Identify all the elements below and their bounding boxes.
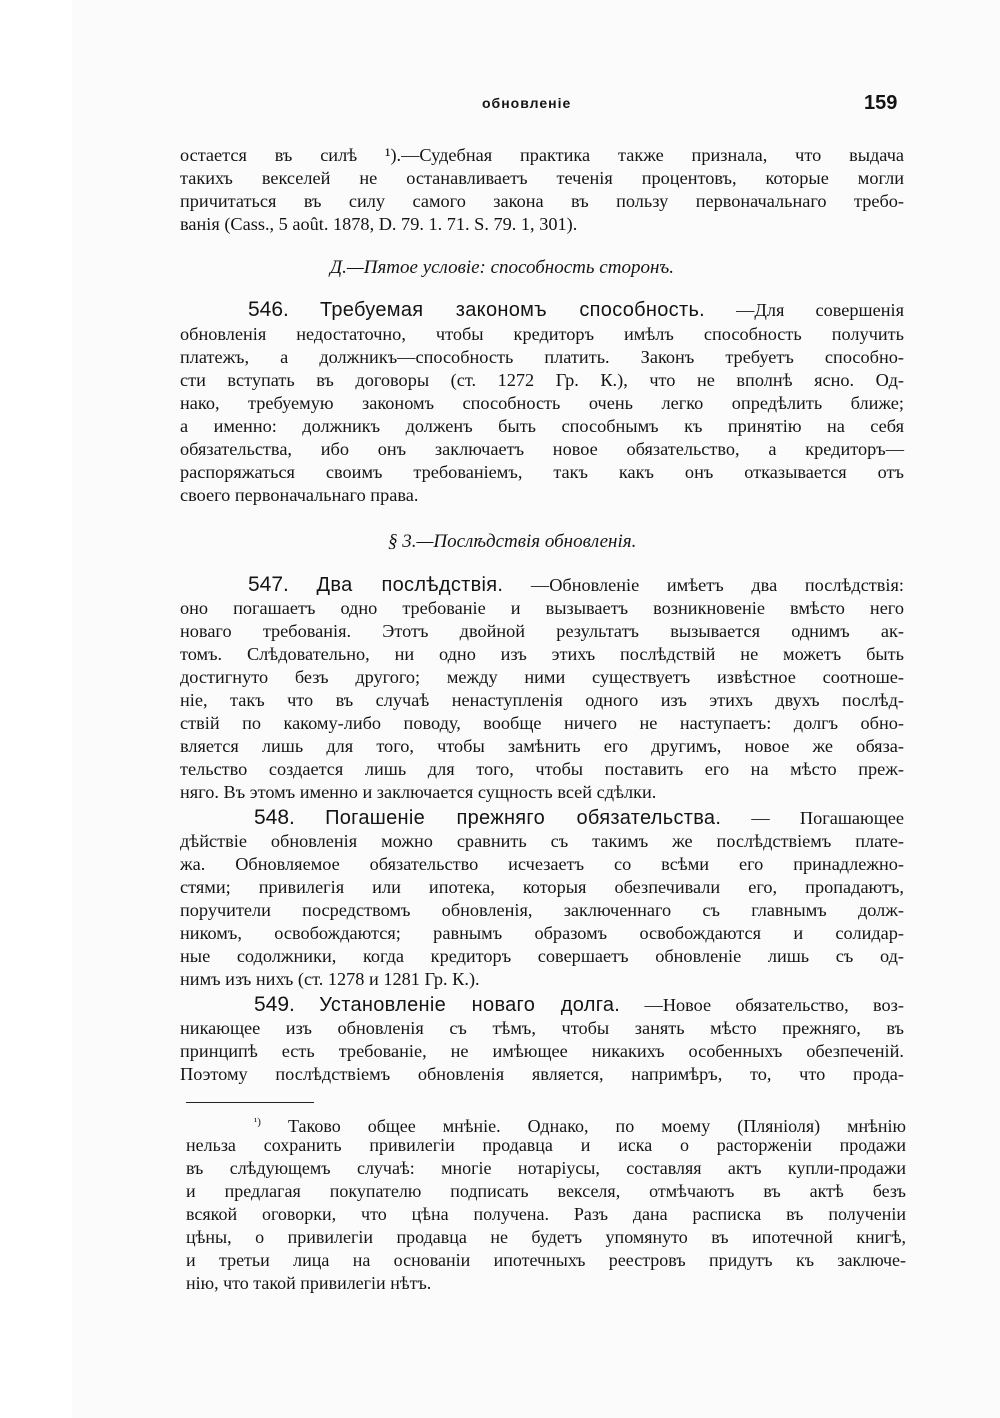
text-line: —Обновленіе имѣетъ два послѣдствія: — [530, 575, 904, 595]
text-line: нимъ изъ нихъ (ст. 1278 и 1281 Гр. К.). — [180, 969, 480, 989]
text-line: обязательства, ибо онъ заключаетъ новое обязательство, а кредиторъ— — [180, 439, 904, 459]
text-line: достигнуто безъ другого; между ними существуетъ извѣстное соотноше- — [180, 667, 904, 687]
text-line: — Погашающее — [751, 808, 905, 828]
paragraph-title: Установленіе новаго долга. — [319, 994, 621, 1016]
text-line: ванія (Cass., 5 août. 1878, D. 79. 1. 71. S. 79. 1, 301). — [180, 214, 578, 234]
text-line: оно погашаетъ одно требованіе и вызываетъ возникновеніе вмѣсто него — [180, 598, 904, 618]
text-line: цѣны, о привилегіи продавца не будетъ упомянуто въ ипотечной книгѣ, — [186, 1227, 906, 1247]
text-line: распоряжаться своимъ требованіемъ, такъ какъ онъ отказывается отъ — [180, 462, 904, 482]
text-line: вляется лишь для того, чтобы замѣнить его другимъ, новое же обяза- — [180, 736, 904, 756]
text-line: и предлагая покупателю подписать векселя, отмѣчаютъ въ актѣ безъ — [186, 1181, 906, 1201]
text-line: остается въ силѣ ¹).—Судебная практика также признала, что выдача — [180, 145, 904, 165]
text-line: —Для совершенія — [736, 300, 904, 320]
text-line: нельза сохранить привилегіи продавца и иска о расторженіи продажи — [186, 1135, 906, 1155]
text-line: своего первоначальнаго права. — [180, 485, 419, 505]
text-line: причитаться въ силу самого закона въ пользу первоначальнаго требо- — [180, 191, 904, 211]
text-line: а именно: должникъ долженъ быть способнымъ къ принятію на себя — [180, 416, 904, 436]
text-line: нако, требуемую закономъ способность очень легко опредѣлить ближе; — [180, 393, 904, 413]
paragraph-title: Требуемая закономъ способность. — [319, 299, 706, 321]
text-line: Поэтому послѣдствіемъ обновленія является, напримѣръ, то, что прода- — [180, 1064, 904, 1084]
text-line: Таково общее мнѣніе. Однако, по моему (Пляніоля) мнѣнію — [287, 1116, 906, 1136]
section-heading: § 3.—Послѣдствія обновленія. — [388, 531, 637, 552]
text-line: всякой оговорки, что цѣна получена. Разъ дана расписка въ полученіи — [186, 1204, 906, 1224]
page-number: 159 — [864, 92, 898, 114]
text-line: принципѣ есть требованіе, не имѣющее никакихъ особенныхъ обезпеченій. — [180, 1041, 904, 1061]
paragraph-title: Погашеніе прежняго обязательства. — [325, 807, 722, 829]
text-line: стями; привилегія или ипотека, которыя обезпечивали его, пропадаютъ, — [180, 877, 904, 897]
text-line: тельство создается лишь для того, чтобы поставить его на мѣсто преж- — [180, 759, 904, 779]
paragraph-number: 547. — [248, 573, 289, 596]
text-line: сти вступать въ договоры (ст. 1272 Гр. К.), что не вполнѣ ясно. Од- — [180, 370, 904, 390]
paragraph-title: Два послѣдствія. — [316, 574, 504, 596]
text-line: обновленія недостаточно, чтобы кредиторъ имѣлъ способность получить — [180, 324, 904, 344]
paragraph-547-first-line — [248, 573, 904, 597]
text-line: —Новое обязательство, воз- — [644, 995, 904, 1015]
text-line: ствій по какому-либо поводу, вообще ничего не наступаетъ: долгъ обно- — [180, 713, 904, 733]
text-line: платежъ, а должникъ—способность платить. Законъ требуетъ способно- — [180, 347, 904, 367]
running-header: обновленіе — [482, 95, 572, 111]
footnote-separator — [186, 1102, 314, 1103]
paragraph-number: 546. — [248, 298, 289, 321]
text-line: нію, что такой привилегіи нѣтъ. — [186, 1273, 432, 1293]
text-line: жа. Обновляемое обязательство исчезаетъ со всѣми его принадлежно- — [180, 854, 904, 874]
text-line: дѣйствіе обновленія можно сравнить съ такимъ же послѣдствіемъ плате- — [180, 831, 904, 851]
text-line: няго. Въ этомъ именно и заключается сущность всей сдѣлки. — [180, 782, 657, 802]
paragraph-number: 548. — [254, 806, 295, 829]
text-line: и третьи лица на основаніи ипотечныхъ реестровъ придутъ къ заключе- — [186, 1250, 906, 1270]
paragraph-546-first-line — [248, 298, 904, 322]
text-line: никомъ, освобождаются; равнымъ образомъ освобождаются и солидар- — [180, 923, 904, 943]
paragraph-549-first-line — [254, 993, 904, 1017]
section-heading: Д.—Пятое условіе: способность сторонъ. — [330, 257, 674, 278]
text-line: никающее изъ обновленія съ тѣмъ, чтобы занять мѣсто прежняго, въ — [180, 1018, 904, 1038]
text-line: такихъ векселей не останавливаетъ теченія процентовъ, которые могли — [180, 168, 904, 188]
paragraph-number: 549. — [254, 993, 295, 1016]
text-line: поручители посредствомъ обновленія, заключеннаго съ главнымъ долж- — [180, 900, 904, 920]
text-line: ніе, такъ что въ случаѣ ненаступленія одного изъ этихъ двухъ послѣд- — [180, 690, 904, 710]
text-line: томъ. Слѣдовательно, ни одно изъ этихъ послѣдствій не можетъ быть — [180, 644, 904, 664]
text-line: ные содолжники, когда кредиторъ совершаетъ обновленіе лишь съ од- — [180, 946, 904, 966]
text-line: въ слѣдующемъ случаѣ: многіе нотаріусы, составляя актъ купли-продажи — [186, 1158, 906, 1178]
text-line: новаго требованія. Этотъ двойной результатъ вызывается однимъ ак- — [180, 621, 904, 641]
paragraph-548-first-line — [254, 806, 904, 830]
footnote-mark: ¹) — [254, 1116, 261, 1128]
